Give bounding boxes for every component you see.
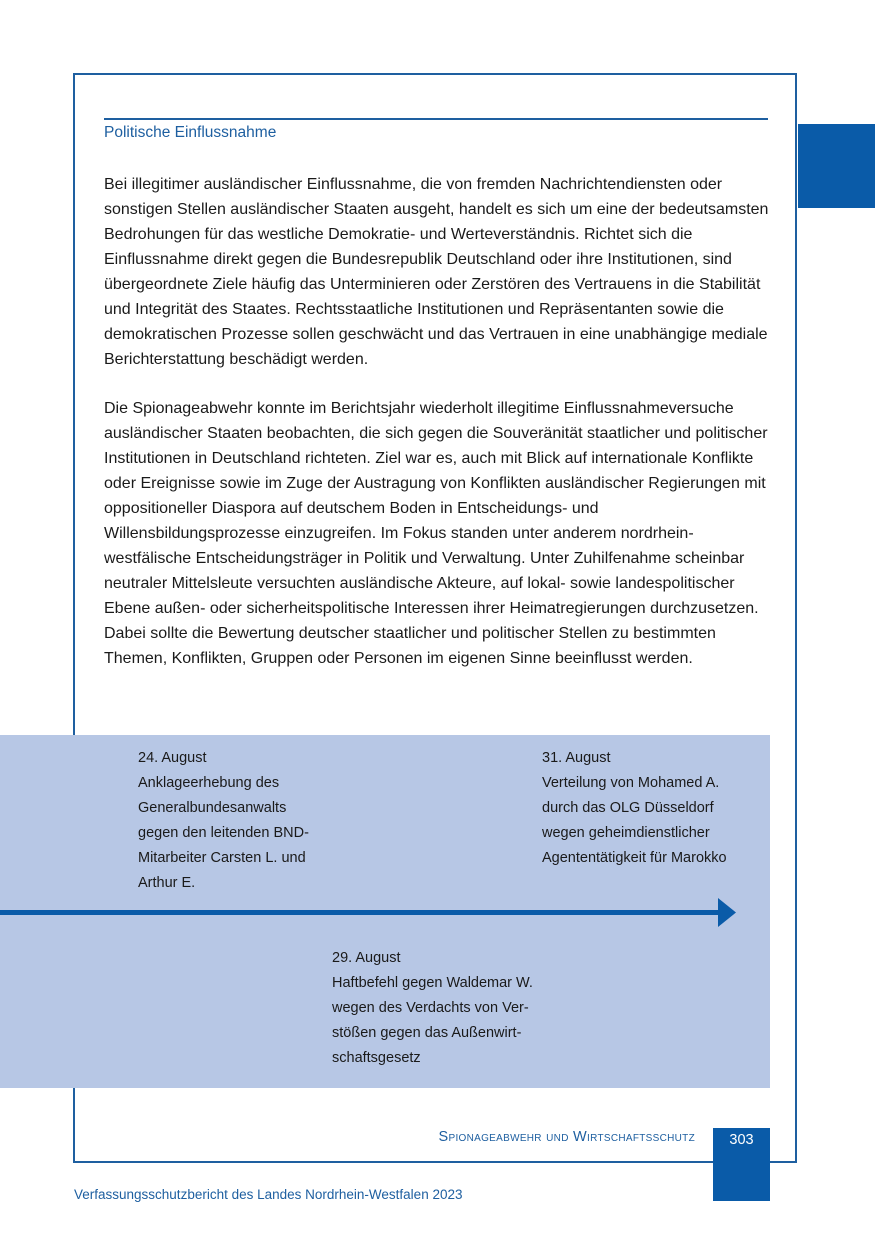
page-number: 303 [729,1132,754,1148]
event-text: Verteilung von Mohamed A. durch das OLG Düsseldorf wegen geheimdienstlicher Agententätigkeit für Marokko [542,775,727,866]
timeline-event [542,746,732,871]
chapter-title: Spionageabwehr und Wirtschaftsschutz [438,1129,695,1145]
event-text: Haftbefehl gegen Waldemar W. wegen des Verdachts von Verstößen gegen das Außenwirtschaftsgesetz [332,975,533,1066]
timeline-event [332,946,547,1071]
chapter-side-tab [798,124,875,208]
event-date: 24. August [138,750,207,766]
section-heading: Politische Einflussnahme [104,124,277,141]
paragraph-1: Bei illegitimer ausländischer Einflussnahme, die von fremden Nachrichtendiensten oder sonstigen Stellen ausländischer Staaten ausgeht, handelt es sich um eine der bedeutsamsten Bedrohungen für das westliche Demokratie- und Werteverständnis. Richtet sich die Einflussnahme direkt gegen die Bundesrepublik Deutschland oder ihre Institutionen, sind übergeordnete Ziele häufig das Unterminieren oder Zerstören des Vertrauens in die Stabilität und Integrität des Staates. Rechtsstaatliche Institutionen und Repräsentanten sowie die demokratischen Prozesse sollen geschwächt und das Vertrauen in eine unabhängige mediale Berichterstattung beschädigt werden. [104,176,769,368]
timeline-arrow-shaft [0,910,722,915]
timeline-event [138,746,328,896]
report-title: Verfassungsschutzbericht des Landes Nordrhein-Westfalen 2023 [74,1187,463,1202]
event-date: 31. August [542,750,611,766]
heading-rule [104,118,768,120]
event-text: Anklageerhebung des Generalbundesanwalts gegen den leitenden BND-Mitarbeiter Carsten L. und Arthur E. [138,775,309,891]
timeline-arrow-head [718,898,736,927]
event-date: 29. August [332,950,401,966]
timeline-arrow [0,896,740,930]
page-number-box [713,1128,770,1201]
paragraph-2: Die Spionageabwehr konnte im Berichtsjahr wiederholt illegitime Einflussnahmeversuche ausländischer Staaten beobachten, die sich gegen die Souveränität staatlicher und politischer Institutionen in Deutschland richteten. Ziel war es, auch mit Blick auf internationale Konflikte oder Ereignisse sowie im Zuge der Austragung von Konflikten ausländischer Regierungen mit oppositioneller Diaspora auf deutschem Boden in Entscheidungs- und Willensbildungsprozesse einzugreifen. Im Fokus standen unter anderem nordrhein-westfälische Entscheidungsträger in Politik und Verwaltung. Unter Zuhilfenahme scheinbar neutraler Mittelsleute versuchten ausländische Akteure, auf lokal- sowie landespolitischer Ebene außen- oder sicherheitspolitische Interessen ihrer Heimatregierungen durchzusetzen. Dabei sollte die Bewertung deutscher staatlicher und politischer Stellen zu bestimmten Themen, Konflikten, Gruppen oder Personen im eigenen Sinne beeinflusst werden. [104,400,768,667]
